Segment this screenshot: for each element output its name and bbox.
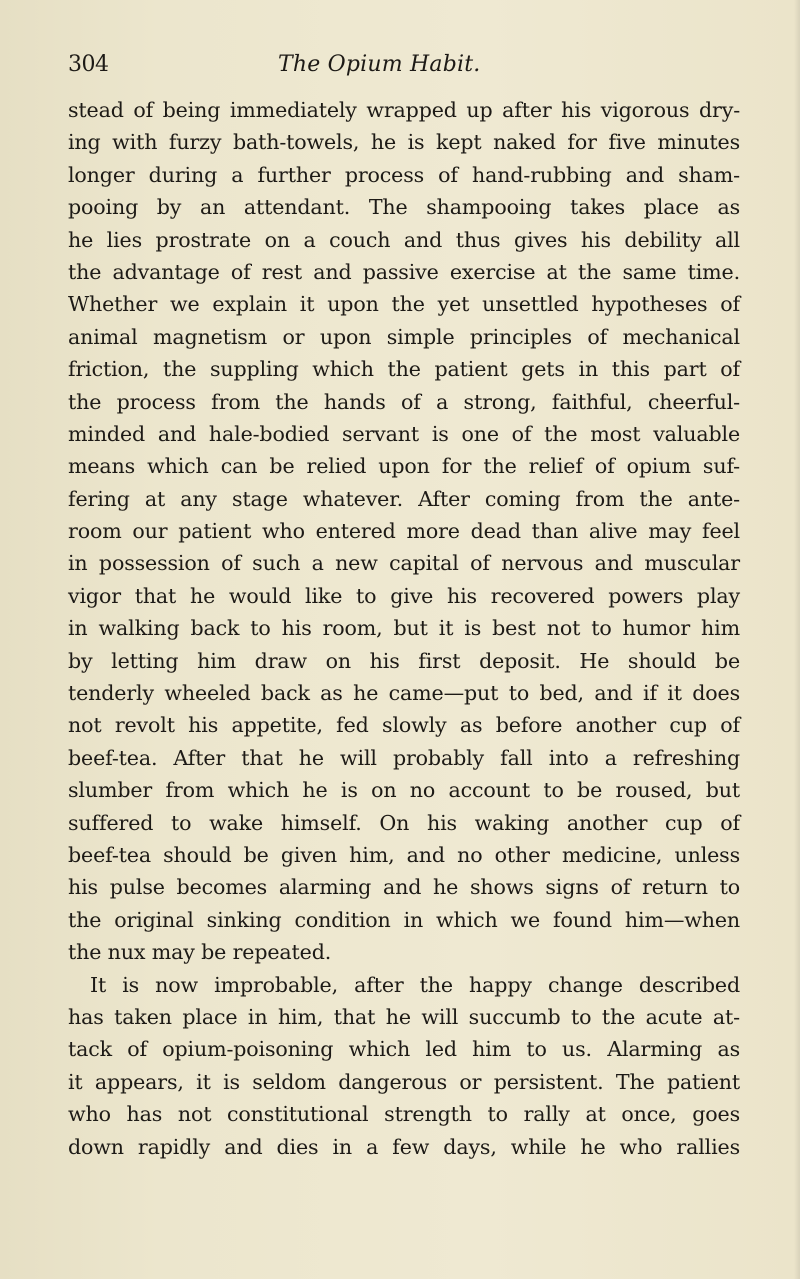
text-line: who has not constitutional strength to rally at once, goes xyxy=(68,1102,740,1127)
text-line: down rapidly and dies in a few days, while he who rallies xyxy=(68,1134,740,1159)
page-number: 304 xyxy=(68,52,109,77)
text-line: pooing by an attendant. The shampooing takes place as xyxy=(68,195,740,220)
text-line: slumber from which he is on no account to be roused, but xyxy=(68,778,740,803)
text-line: has taken place in him, that he will succumb to the acute at- xyxy=(68,1004,740,1029)
paragraph-start-line: It is now improbable, after the happy change described xyxy=(90,972,740,997)
text-line: vigor that he would like to give his recovered powers play xyxy=(68,583,740,608)
text-line: minded and hale-bodied servant is one of the most valuable xyxy=(68,421,740,446)
text-line: room our patient who entered more dead than alive may feel xyxy=(68,519,740,544)
text-line: his pulse becomes alarming and he shows signs of return to xyxy=(68,875,740,900)
text-line: the original sinking condition in which we found him—when xyxy=(68,907,740,932)
text-line: tenderly wheeled back as he came—put to bed, and if it does xyxy=(68,681,740,706)
text-line: the advantage of rest and passive exercise at the same time. xyxy=(68,259,740,284)
text-line: ing with furzy bath-towels, he is kept naked for five minutes xyxy=(68,130,740,155)
text-line: beef-tea. After that he will probably fall into a refreshing xyxy=(68,745,740,770)
paragraph-end-line: the nux may be repeated. xyxy=(68,940,332,965)
text-line: in walking back to his room, but it is best not to humor him xyxy=(68,616,740,641)
text-line: friction, the suppling which the patient gets in this part of xyxy=(68,357,740,382)
text-line: Whether we explain it upon the yet unsettled hypotheses of xyxy=(68,292,740,317)
text-line: animal magnetism or upon simple principles of mechanical xyxy=(68,324,740,349)
text-line: tack of opium-poisoning which led him to us. Alarming as xyxy=(68,1037,740,1062)
text-line: stead of being immediately wrapped up after his vigorous dry- xyxy=(68,98,740,122)
text-line: in possession of such a new capital of nervous and muscular xyxy=(68,551,740,576)
running-head xyxy=(68,52,748,88)
running-title: The Opium Habit. xyxy=(278,52,481,77)
text-line: means which can be relied upon for the relief of opium suf- xyxy=(68,454,740,479)
text-line: by letting him draw on his first deposit. He should be xyxy=(68,648,740,673)
page-edge-shadow xyxy=(794,0,800,1279)
text-line: he lies prostrate on a couch and thus gives his debility all xyxy=(68,227,740,252)
text-line: it appears, it is seldom dangerous or persistent. The patient xyxy=(68,1069,740,1094)
text-line: fering at any stage whatever. After coming from the ante- xyxy=(68,486,740,511)
text-line: not revolt his appetite, fed slowly as before another cup of xyxy=(68,713,740,738)
text-line: the process from the hands of a strong, faithful, cheerful- xyxy=(68,389,740,414)
text-line: longer during a further process of hand-rubbing and sham- xyxy=(68,162,740,187)
text-line: beef-tea should be given him, and no other medicine, unless xyxy=(68,842,740,867)
body-text xyxy=(68,94,740,1163)
text-line: suffered to wake himself. On his waking another cup of xyxy=(68,810,740,835)
